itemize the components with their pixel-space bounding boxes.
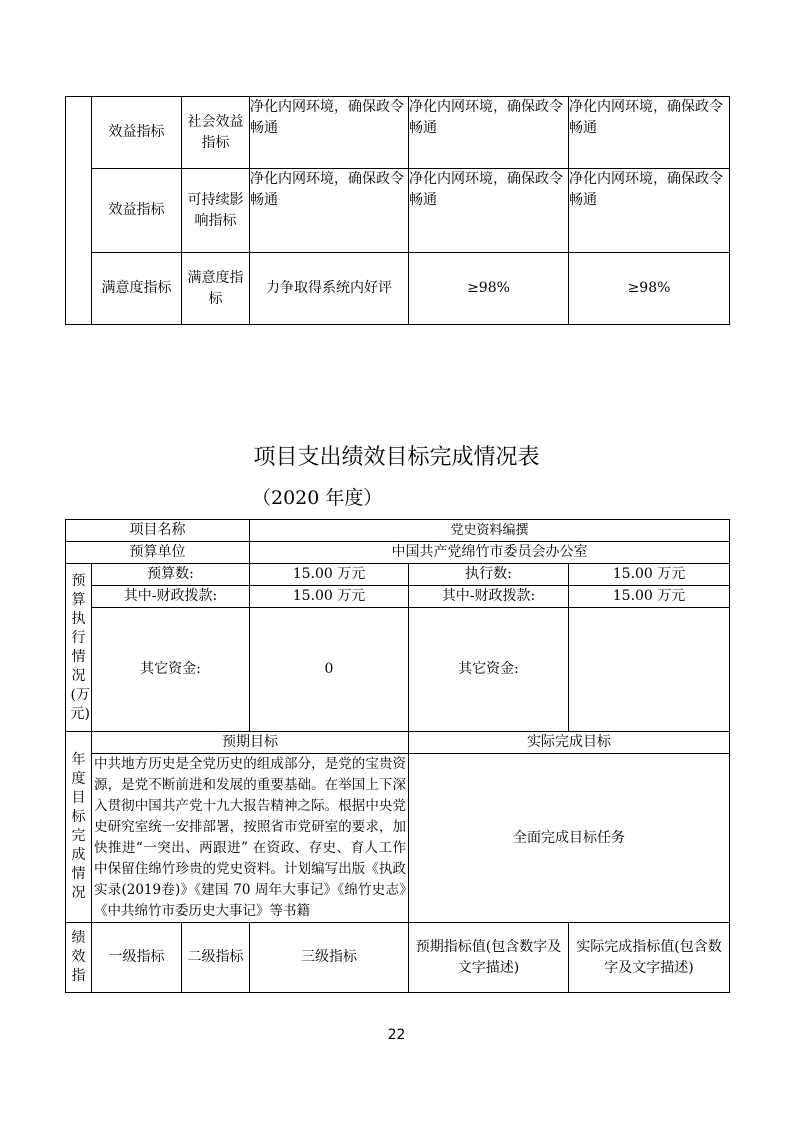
level1-cell: 满意度指标 xyxy=(92,253,182,325)
table-row xyxy=(66,732,730,754)
table-row xyxy=(66,542,730,564)
header-actual-value: 实际完成指标值(包含数字及文字描述) xyxy=(569,923,730,993)
table-row xyxy=(66,608,730,732)
executed-label: 执行数: xyxy=(409,564,569,586)
expected-value-cell: ≥98% xyxy=(409,253,569,325)
level2-cell: 社会效益指标 xyxy=(182,97,250,169)
other-funds-label: 其它资金: xyxy=(409,608,569,732)
actual-goal-label: 实际完成目标 xyxy=(409,732,730,754)
budget-side-label: 预算执行情况(万元) xyxy=(66,564,92,732)
level3-cell: 净化内网环境，确保政令畅通 xyxy=(250,97,409,169)
budget-amount-value: 15.00 万元 xyxy=(250,564,409,586)
table-row xyxy=(66,97,730,169)
other-funds-value: 0 xyxy=(250,608,409,732)
table-row xyxy=(66,520,730,542)
table-row xyxy=(66,253,730,325)
fiscal-allocation-value: 15.00 万元 xyxy=(250,586,409,608)
actual-value-cell: 净化内网环境，确保政令畅通 xyxy=(569,169,730,253)
table-row xyxy=(66,923,730,993)
other-funds-label: 其它资金: xyxy=(92,608,250,732)
table-row xyxy=(66,564,730,586)
actual-value-cell: ≥98% xyxy=(569,253,730,325)
level1-cell: 效益指标 xyxy=(92,169,182,253)
budget-unit-label: 预算单位 xyxy=(66,542,250,564)
table-row xyxy=(66,754,730,923)
budget-unit-value: 中国共产党绵竹市委员会办公室 xyxy=(250,542,730,564)
level1-cell: 效益指标 xyxy=(92,97,182,169)
level3-cell: 力争取得系统内好评 xyxy=(250,253,409,325)
merged-side-cell xyxy=(66,97,92,325)
actual-value-cell: 净化内网环境，确保政令畅通 xyxy=(569,97,730,169)
project-name-label: 项目名称 xyxy=(66,520,250,542)
fiscal-allocation-label: 其中-财政拨款: xyxy=(92,586,250,608)
expected-value-cell: 净化内网环境，确保政令畅通 xyxy=(409,97,569,169)
table-row xyxy=(66,586,730,608)
level3-cell: 净化内网环境，确保政令畅通 xyxy=(250,169,409,253)
expected-goal-label: 预期目标 xyxy=(92,732,409,754)
header-level3: 三级指标 xyxy=(250,923,409,993)
level2-cell: 可持续影响指标 xyxy=(182,169,250,253)
expected-goal-text: 中共地方历史是全党历史的组成部分，是党的宝贵资源，是党不断前进和发展的重要基础。在举国上下深入贯彻中国共产党十九大报告精神之际。根据中央党史研究室统一安排部署，按照省市党研室的要求，加快推进“一突出、两跟进” 在资政、存史、育人工作中保留住绵竹珍贵的党史资料。计划编写出版《执政实录(2019卷)》《建国 70 周年大事记》《绵竹史志》《中共绵竹市委历史大事记》等书籍 xyxy=(92,754,409,923)
fiscal-allocation-label: 其中-财政拨款: xyxy=(409,586,569,608)
header-level1: 一级指标 xyxy=(92,923,182,993)
expected-value-cell: 净化内网环境，确保政令畅通 xyxy=(409,169,569,253)
indicator-table-continued xyxy=(65,96,730,325)
page-title: 项目支出绩效目标完成情况表 xyxy=(253,445,540,470)
level2-cell: 满意度指标 xyxy=(182,253,250,325)
project-name-value: 党史资料编撰 xyxy=(250,520,730,542)
page-subtitle: （2020 年度） xyxy=(252,487,383,509)
annual-goal-side-label: 年度目标完成情况 xyxy=(66,732,92,923)
header-level2: 二级指标 xyxy=(182,923,250,993)
fiscal-allocation-value: 15.00 万元 xyxy=(569,586,730,608)
performance-form-table xyxy=(65,519,730,993)
perf-side-label: 绩效指 xyxy=(66,923,92,993)
budget-amount-label: 预算数: xyxy=(92,564,250,586)
actual-goal-text: 全面完成目标任务 xyxy=(409,754,730,923)
other-funds-value xyxy=(569,608,730,732)
header-expected-value: 预期指标值(包含数字及文字描述) xyxy=(409,923,569,993)
page-number: 22 xyxy=(387,1027,406,1043)
table-row xyxy=(66,169,730,253)
executed-value: 15.00 万元 xyxy=(569,564,730,586)
